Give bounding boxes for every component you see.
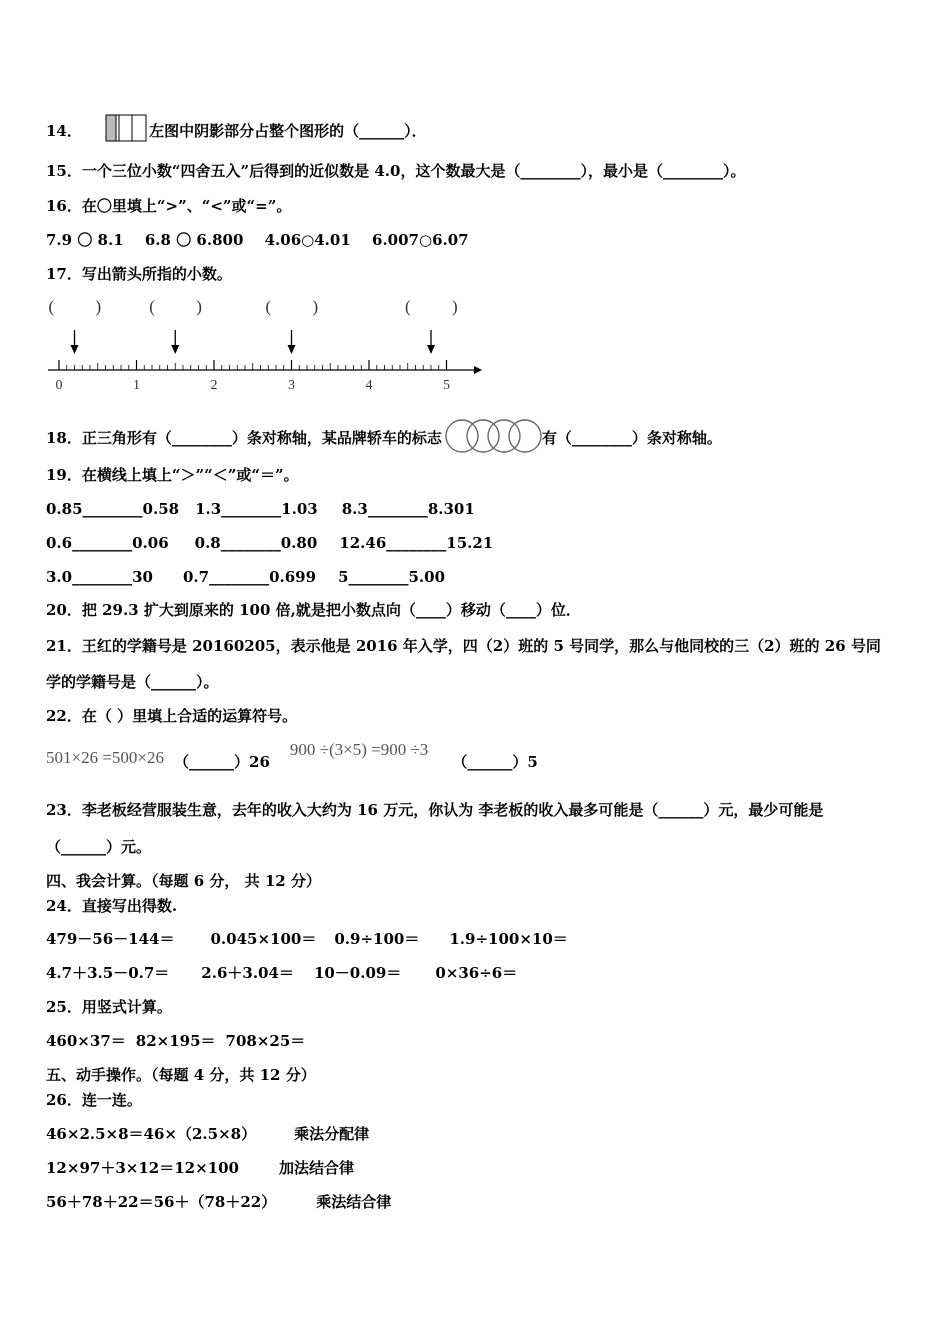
- pointer-arrowhead: [171, 345, 179, 354]
- calc-item: 479－56－144＝: [46, 930, 175, 948]
- question-21-line2: [46, 672, 219, 692]
- question-number: 16．: [46, 197, 82, 215]
- question-number: 26．: [46, 1091, 82, 1109]
- question-19-row: [46, 533, 493, 553]
- section-title: 五、动手操作。（每题 4 分，共 12 分）: [46, 1066, 316, 1084]
- question-text: 王红的学籍号是 20160205，表示他是 2016 年入学，四（2）班的 5 号同学，那么与他同校的三（2）班的 26 号同: [81, 637, 881, 655]
- question-23: [46, 800, 823, 820]
- question-text: 直接写出得数.: [81, 897, 178, 915]
- compare-item: 8.3________8.301: [341, 500, 475, 518]
- number-line-figure: [40, 290, 490, 395]
- tick-label: 4: [365, 378, 373, 393]
- question-number: 20．: [46, 601, 82, 619]
- question-text: 在横线上填上“＞”“＜”或“＝”。: [81, 466, 299, 484]
- question-number: 21．: [46, 637, 82, 655]
- pointer-arrowhead: [71, 345, 79, 354]
- question-number: 22．: [46, 707, 82, 725]
- section-heading-5: [46, 1065, 316, 1085]
- answer-bracket-close: ): [95, 297, 102, 316]
- answer-bracket-open: (: [405, 297, 411, 316]
- operator-blank: （______）26: [174, 753, 270, 771]
- question-text: 在〇里填上“>”、“<”或“=”。: [81, 197, 292, 215]
- question-19: [46, 465, 299, 485]
- question-number: 19．: [46, 466, 82, 484]
- question-text: 在（ ）里填上合适的运算符号。: [81, 707, 298, 725]
- question-15: [46, 161, 745, 181]
- question-23-line2: [46, 837, 151, 857]
- question-16: [46, 196, 291, 216]
- calc-item: 82×195＝: [135, 1032, 216, 1050]
- calc-item: 0.9÷100＝: [334, 930, 420, 948]
- tick-label: 3: [288, 378, 295, 393]
- question-text: 写出箭头所指的小数。: [81, 265, 232, 283]
- calc-item: 460×37＝: [46, 1032, 126, 1050]
- question-21: [46, 636, 881, 656]
- question-number: 24．: [46, 897, 82, 915]
- match-row: [46, 1158, 354, 1178]
- calc-item: 4.7＋3.5－0.7＝: [46, 964, 170, 982]
- compare-item: 4.06○4.01: [264, 231, 351, 249]
- question-number: 18．: [46, 429, 82, 447]
- question-19-row: [46, 499, 475, 519]
- question-25: [46, 997, 172, 1017]
- compare-item: 1.3________1.03: [195, 500, 318, 518]
- compare-item: 12.46________15.21: [339, 534, 494, 552]
- compare-item: 0.8________0.80: [194, 534, 318, 552]
- question-text: 一个三位小数“四舍五入”后得到的近似数是 4.0，这个数最大是（________），最小是（________）。: [81, 162, 746, 180]
- match-expression: 12×97＋3×12＝12×100: [46, 1159, 239, 1177]
- question-16-items: [46, 230, 469, 250]
- calc-item: 1.9÷100×10＝: [449, 930, 568, 948]
- section-heading-4: [46, 871, 321, 891]
- calc-item: 2.6＋3.04＝: [201, 964, 294, 982]
- compare-item: 0.85________0.58: [46, 500, 180, 518]
- question-14: [46, 114, 427, 142]
- pointer-arrowhead: [427, 345, 435, 354]
- answer-bracket-close: ): [312, 297, 319, 316]
- calc-item: 708×25＝: [225, 1032, 306, 1050]
- question-22: [46, 706, 297, 726]
- math-expression: 501×26 =500×26: [46, 748, 165, 767]
- compare-item: 6.007○6.07: [372, 231, 469, 249]
- compare-item: 7.9 〇 8.1: [46, 231, 124, 249]
- section-title: 四、我会计算。（每题 6 分， 共 12 分）: [46, 872, 321, 890]
- match-expression: 56＋78＋22＝56＋（78＋22）: [46, 1193, 277, 1211]
- compare-item: 0.6________0.06: [46, 534, 169, 552]
- match-law: 加法结合律: [278, 1159, 354, 1177]
- match-row: [46, 1192, 391, 1212]
- question-18: [46, 418, 722, 454]
- question-text: 左图中阴影部分占整个图形的（______）．: [149, 122, 427, 140]
- compare-item: 5________5.00: [338, 568, 446, 586]
- question-17: [46, 264, 232, 284]
- car-logo-rings: [442, 418, 542, 454]
- tick-label: 1: [133, 378, 140, 393]
- answer-bracket-close: ): [196, 297, 202, 316]
- answer-bracket-open: (: [265, 297, 272, 316]
- compare-item: 0.7________0.699: [182, 568, 317, 586]
- shaded-figure: [105, 114, 149, 142]
- question-text: 有（________）条对称轴。: [541, 429, 722, 447]
- match-row: [46, 1124, 369, 1144]
- question-text: 用竖式计算。: [81, 998, 172, 1016]
- question-number: 25．: [46, 998, 82, 1016]
- calc-item: 10－0.09＝: [313, 964, 402, 982]
- compare-item: 6.8 〇 6.800: [144, 231, 244, 249]
- match-law: 乘法结合律: [316, 1193, 392, 1211]
- question-22-exprs: [46, 740, 538, 771]
- question-number: 14．: [46, 122, 82, 140]
- axis-arrowhead: [474, 366, 482, 374]
- question-19-row: [46, 567, 445, 587]
- question-text: 把 29.3 扩大到原来的 100 倍,就是把小数点向（____）移动（____）位．: [81, 601, 581, 619]
- tick-label: 2: [210, 378, 218, 393]
- vertical-calc-row: [46, 1031, 305, 1051]
- question-text: 连一连。: [81, 1091, 142, 1109]
- pointer-arrowhead: [288, 345, 296, 354]
- math-expression: 900 ÷(3×5) =900 ÷3: [289, 740, 429, 759]
- operator-blank: （______）5: [452, 753, 538, 771]
- calc-row: [46, 963, 517, 983]
- calc-item: 0×36÷6＝: [435, 964, 518, 982]
- calc-row: [46, 929, 568, 949]
- question-text: 正三角形有（________）条对称轴，某品牌轿车的标志: [81, 429, 442, 447]
- question-20: [46, 600, 581, 620]
- answer-bracket-close: ): [452, 297, 458, 316]
- calc-item: 0.045×100＝: [210, 930, 317, 948]
- question-number: 23．: [46, 801, 82, 819]
- question-24: [46, 896, 177, 916]
- tick-label: 0: [55, 378, 63, 393]
- question-26: [46, 1090, 142, 1110]
- match-law: 乘法分配律: [294, 1125, 370, 1143]
- question-number: 15．: [46, 162, 82, 180]
- question-text: 李老板经营服装生意，去年的收入大约为 16 万元，你认为 李老板的收入最多可能是（______）元，最少可能是: [81, 801, 824, 819]
- question-text: 学的学籍号是（______）。: [46, 673, 219, 691]
- answer-bracket-open: (: [48, 297, 55, 316]
- answer-bracket-open: (: [149, 297, 155, 316]
- match-expression: 46×2.5×8＝46×（2.5×8）: [46, 1125, 257, 1143]
- compare-item: 3.0________30: [46, 568, 153, 586]
- question-number: 17．: [46, 265, 82, 283]
- question-text: （______）元。: [46, 838, 152, 856]
- tick-label: 5: [443, 378, 450, 393]
